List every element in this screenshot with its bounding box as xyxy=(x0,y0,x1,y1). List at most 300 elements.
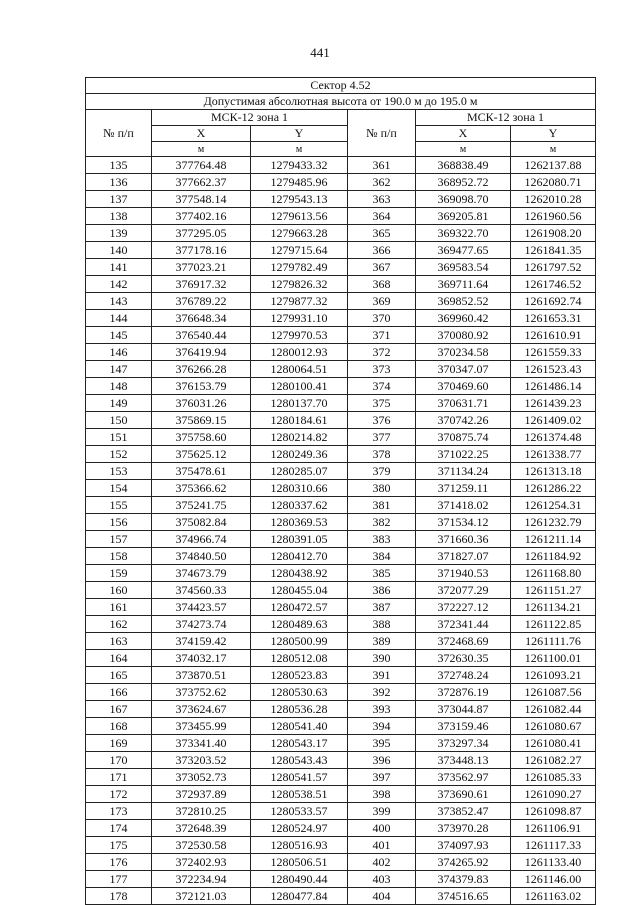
x-right: 371827.07 xyxy=(416,548,511,565)
point-number-right: 381 xyxy=(348,497,416,514)
table-row xyxy=(86,786,596,803)
x-right: 369205.81 xyxy=(416,208,511,225)
y-left: 1280543.17 xyxy=(251,735,348,752)
x-left: 377548.14 xyxy=(152,191,251,208)
y-right: 1262010.28 xyxy=(511,191,596,208)
y-right: 1262137.88 xyxy=(511,157,596,174)
point-number-left: 158 xyxy=(86,548,152,565)
x-right: 371534.12 xyxy=(416,514,511,531)
y-left: 1280100.41 xyxy=(251,378,348,395)
y-right: 1261254.31 xyxy=(511,497,596,514)
x-right: 372341.44 xyxy=(416,616,511,633)
point-number-right: 366 xyxy=(348,242,416,259)
x-left: 376789.22 xyxy=(152,293,251,310)
y-left: 1280472.57 xyxy=(251,599,348,616)
y-header-left: Y xyxy=(251,126,348,142)
x-right: 372227.12 xyxy=(416,599,511,616)
x-right: 372077.29 xyxy=(416,582,511,599)
x-right: 370080.92 xyxy=(416,327,511,344)
table-row xyxy=(86,446,596,463)
y-right: 1261111.76 xyxy=(511,633,596,650)
unit-y-right: м xyxy=(511,142,596,157)
unit-x-right: м xyxy=(416,142,511,157)
table-row xyxy=(86,174,596,191)
y-right: 1261559.33 xyxy=(511,344,596,361)
y-left: 1280524.97 xyxy=(251,820,348,837)
point-number-right: 377 xyxy=(348,429,416,446)
x-right: 370631.71 xyxy=(416,395,511,412)
table-row xyxy=(86,769,596,786)
y-right: 1261797.52 xyxy=(511,259,596,276)
table-row xyxy=(86,871,596,888)
num-header-right: № п/п xyxy=(348,110,416,157)
x-right: 374265.92 xyxy=(416,854,511,871)
table-row xyxy=(86,565,596,582)
table-row xyxy=(86,191,596,208)
point-number-right: 382 xyxy=(348,514,416,531)
y-left: 1279931.10 xyxy=(251,310,348,327)
point-number-left: 136 xyxy=(86,174,152,191)
point-number-right: 384 xyxy=(348,548,416,565)
table-row xyxy=(86,225,596,242)
x-header-left: X xyxy=(152,126,251,142)
y-right: 1262080.71 xyxy=(511,174,596,191)
unit-x-left: м xyxy=(152,142,251,157)
table-row xyxy=(86,242,596,259)
table-row xyxy=(86,497,596,514)
x-left: 374423.57 xyxy=(152,599,251,616)
x-right: 371022.25 xyxy=(416,446,511,463)
table-row xyxy=(86,633,596,650)
unit-y-left: м xyxy=(251,142,348,157)
x-right: 369583.54 xyxy=(416,259,511,276)
point-number-right: 387 xyxy=(348,599,416,616)
point-number-right: 369 xyxy=(348,293,416,310)
x-left: 374273.74 xyxy=(152,616,251,633)
point-number-left: 178 xyxy=(86,888,152,905)
y-left: 1280391.05 xyxy=(251,531,348,548)
x-left: 374560.33 xyxy=(152,582,251,599)
point-number-left: 160 xyxy=(86,582,152,599)
point-number-left: 150 xyxy=(86,412,152,429)
point-number-left: 163 xyxy=(86,633,152,650)
x-left: 372121.03 xyxy=(152,888,251,905)
table-row xyxy=(86,735,596,752)
y-right: 1261211.14 xyxy=(511,531,596,548)
point-number-left: 152 xyxy=(86,446,152,463)
table-row xyxy=(86,412,596,429)
point-number-left: 170 xyxy=(86,752,152,769)
point-number-left: 137 xyxy=(86,191,152,208)
y-right: 1261409.02 xyxy=(511,412,596,429)
table-row xyxy=(86,463,596,480)
x-left: 373455.99 xyxy=(152,718,251,735)
zone-header-left: МСК-12 зона 1 xyxy=(152,110,348,126)
table-row xyxy=(86,854,596,871)
point-number-right: 402 xyxy=(348,854,416,871)
point-number-left: 154 xyxy=(86,480,152,497)
point-number-left: 159 xyxy=(86,565,152,582)
page-number: 441 xyxy=(310,45,330,60)
point-number-left: 142 xyxy=(86,276,152,293)
point-number-right: 403 xyxy=(348,871,416,888)
x-left: 372937.89 xyxy=(152,786,251,803)
x-right: 373562.97 xyxy=(416,769,511,786)
sector-title: Сектор 4.52 xyxy=(86,78,596,94)
point-number-left: 147 xyxy=(86,361,152,378)
y-left: 1280369.53 xyxy=(251,514,348,531)
x-right: 370875.74 xyxy=(416,429,511,446)
table-row xyxy=(86,548,596,565)
y-right: 1261146.00 xyxy=(511,871,596,888)
y-left: 1280512.08 xyxy=(251,650,348,667)
point-number-left: 176 xyxy=(86,854,152,871)
x-left: 374966.74 xyxy=(152,531,251,548)
y-right: 1261134.21 xyxy=(511,599,596,616)
table-row xyxy=(86,701,596,718)
y-right: 1261122.85 xyxy=(511,616,596,633)
x-right: 371660.36 xyxy=(416,531,511,548)
x-left: 374673.79 xyxy=(152,565,251,582)
x-right: 374516.65 xyxy=(416,888,511,905)
y-left: 1280310.66 xyxy=(251,480,348,497)
point-number-right: 363 xyxy=(348,191,416,208)
x-left: 374159.42 xyxy=(152,633,251,650)
x-right: 373044.87 xyxy=(416,701,511,718)
table-row xyxy=(86,157,596,174)
y-right: 1261080.41 xyxy=(511,735,596,752)
y-left: 1280489.63 xyxy=(251,616,348,633)
y-right: 1261082.44 xyxy=(511,701,596,718)
table-row xyxy=(86,395,596,412)
x-right: 371259.11 xyxy=(416,480,511,497)
y-right: 1261313.18 xyxy=(511,463,596,480)
y-left: 1279715.64 xyxy=(251,242,348,259)
x-left: 373052.73 xyxy=(152,769,251,786)
y-left: 1280438.92 xyxy=(251,565,348,582)
y-left: 1280412.70 xyxy=(251,548,348,565)
table-row xyxy=(86,276,596,293)
y-left: 1280523.83 xyxy=(251,667,348,684)
x-left: 376648.34 xyxy=(152,310,251,327)
y-right: 1261908.20 xyxy=(511,225,596,242)
point-number-left: 153 xyxy=(86,463,152,480)
x-left: 372810.25 xyxy=(152,803,251,820)
point-number-left: 168 xyxy=(86,718,152,735)
point-number-left: 145 xyxy=(86,327,152,344)
x-right: 370347.07 xyxy=(416,361,511,378)
x-left: 377662.37 xyxy=(152,174,251,191)
y-left: 1279826.32 xyxy=(251,276,348,293)
table-row xyxy=(86,667,596,684)
table-row xyxy=(86,752,596,769)
y-right: 1261653.31 xyxy=(511,310,596,327)
point-number-left: 143 xyxy=(86,293,152,310)
y-left: 1280516.93 xyxy=(251,837,348,854)
point-number-right: 392 xyxy=(348,684,416,701)
point-number-left: 161 xyxy=(86,599,152,616)
x-right: 370234.58 xyxy=(416,344,511,361)
y-right: 1261117.33 xyxy=(511,837,596,854)
point-number-left: 155 xyxy=(86,497,152,514)
x-right: 372630.35 xyxy=(416,650,511,667)
x-left: 372402.93 xyxy=(152,854,251,871)
x-header-right: X xyxy=(416,126,511,142)
y-right: 1261692.74 xyxy=(511,293,596,310)
table-row xyxy=(86,888,596,905)
table-row xyxy=(86,293,596,310)
x-right: 374097.93 xyxy=(416,837,511,854)
x-right: 373970.28 xyxy=(416,820,511,837)
point-number-left: 173 xyxy=(86,803,152,820)
point-number-right: 388 xyxy=(348,616,416,633)
point-number-right: 371 xyxy=(348,327,416,344)
y-right: 1261085.33 xyxy=(511,769,596,786)
x-right: 368952.72 xyxy=(416,174,511,191)
x-left: 377295.05 xyxy=(152,225,251,242)
x-right: 369711.64 xyxy=(416,276,511,293)
point-number-right: 400 xyxy=(348,820,416,837)
table-row xyxy=(86,480,596,497)
x-right: 372876.19 xyxy=(416,684,511,701)
x-left: 372234.94 xyxy=(152,871,251,888)
y-header-right: Y xyxy=(511,126,596,142)
point-number-left: 162 xyxy=(86,616,152,633)
x-right: 369477.65 xyxy=(416,242,511,259)
point-number-right: 368 xyxy=(348,276,416,293)
y-right: 1261106.91 xyxy=(511,820,596,837)
point-number-left: 140 xyxy=(86,242,152,259)
y-right: 1261232.79 xyxy=(511,514,596,531)
x-right: 373448.13 xyxy=(416,752,511,769)
x-left: 377023.21 xyxy=(152,259,251,276)
x-left: 375478.61 xyxy=(152,463,251,480)
y-right: 1261841.35 xyxy=(511,242,596,259)
point-number-left: 177 xyxy=(86,871,152,888)
point-number-right: 364 xyxy=(348,208,416,225)
x-left: 376266.28 xyxy=(152,361,251,378)
point-number-right: 389 xyxy=(348,633,416,650)
point-number-right: 391 xyxy=(348,667,416,684)
y-right: 1261338.77 xyxy=(511,446,596,463)
y-left: 1280541.40 xyxy=(251,718,348,735)
point-number-right: 380 xyxy=(348,480,416,497)
y-right: 1261486.14 xyxy=(511,378,596,395)
x-right: 371418.02 xyxy=(416,497,511,514)
coordinates-table xyxy=(85,77,596,905)
y-left: 1279663.28 xyxy=(251,225,348,242)
point-number-right: 370 xyxy=(348,310,416,327)
y-right: 1261163.02 xyxy=(511,888,596,905)
table-row xyxy=(86,684,596,701)
point-number-right: 367 xyxy=(348,259,416,276)
zone-header-right: МСК-12 зона 1 xyxy=(416,110,596,126)
point-number-left: 156 xyxy=(86,514,152,531)
y-right: 1261082.27 xyxy=(511,752,596,769)
point-number-right: 385 xyxy=(348,565,416,582)
point-number-right: 394 xyxy=(348,718,416,735)
point-number-left: 138 xyxy=(86,208,152,225)
y-right: 1261100.01 xyxy=(511,650,596,667)
y-left: 1280538.51 xyxy=(251,786,348,803)
x-left: 373870.51 xyxy=(152,667,251,684)
point-number-right: 378 xyxy=(348,446,416,463)
y-left: 1280543.43 xyxy=(251,752,348,769)
y-right: 1261523.43 xyxy=(511,361,596,378)
point-number-right: 395 xyxy=(348,735,416,752)
x-left: 375758.60 xyxy=(152,429,251,446)
table-row xyxy=(86,582,596,599)
table-row xyxy=(86,531,596,548)
point-number-left: 174 xyxy=(86,820,152,837)
y-left: 1280500.99 xyxy=(251,633,348,650)
x-left: 376917.32 xyxy=(152,276,251,293)
table-row xyxy=(86,514,596,531)
x-right: 373297.34 xyxy=(416,735,511,752)
table-row xyxy=(86,361,596,378)
y-right: 1261098.87 xyxy=(511,803,596,820)
point-number-right: 404 xyxy=(348,888,416,905)
point-number-right: 362 xyxy=(348,174,416,191)
x-right: 371940.53 xyxy=(416,565,511,582)
y-right: 1261184.92 xyxy=(511,548,596,565)
x-right: 369098.70 xyxy=(416,191,511,208)
x-right: 374379.83 xyxy=(416,871,511,888)
y-right: 1261093.21 xyxy=(511,667,596,684)
y-left: 1280249.36 xyxy=(251,446,348,463)
num-header-left: № п/п xyxy=(86,110,152,157)
y-left: 1280285.07 xyxy=(251,463,348,480)
table-row xyxy=(86,837,596,854)
y-left: 1280064.51 xyxy=(251,361,348,378)
point-number-right: 398 xyxy=(348,786,416,803)
x-left: 375625.12 xyxy=(152,446,251,463)
x-left: 372530.58 xyxy=(152,837,251,854)
point-number-left: 171 xyxy=(86,769,152,786)
point-number-right: 376 xyxy=(348,412,416,429)
x-right: 372748.24 xyxy=(416,667,511,684)
x-right: 371134.24 xyxy=(416,463,511,480)
y-right: 1261439.23 xyxy=(511,395,596,412)
point-number-left: 157 xyxy=(86,531,152,548)
point-number-left: 175 xyxy=(86,837,152,854)
point-number-right: 361 xyxy=(348,157,416,174)
point-number-right: 365 xyxy=(348,225,416,242)
point-number-right: 383 xyxy=(348,531,416,548)
point-number-left: 172 xyxy=(86,786,152,803)
x-left: 376540.44 xyxy=(152,327,251,344)
y-left: 1280533.57 xyxy=(251,803,348,820)
table-row xyxy=(86,650,596,667)
x-left: 374840.50 xyxy=(152,548,251,565)
point-number-left: 144 xyxy=(86,310,152,327)
point-number-left: 166 xyxy=(86,684,152,701)
x-left: 376419.94 xyxy=(152,344,251,361)
x-right: 373159.46 xyxy=(416,718,511,735)
x-left: 373203.52 xyxy=(152,752,251,769)
y-right: 1261087.56 xyxy=(511,684,596,701)
y-right: 1261286.22 xyxy=(511,480,596,497)
x-left: 375366.62 xyxy=(152,480,251,497)
x-left: 377764.48 xyxy=(152,157,251,174)
y-left: 1280012.93 xyxy=(251,344,348,361)
point-number-left: 164 xyxy=(86,650,152,667)
point-number-right: 397 xyxy=(348,769,416,786)
y-left: 1280455.04 xyxy=(251,582,348,599)
point-number-left: 169 xyxy=(86,735,152,752)
point-number-right: 386 xyxy=(348,582,416,599)
x-left: 377402.16 xyxy=(152,208,251,225)
x-left: 376153.79 xyxy=(152,378,251,395)
y-right: 1261746.52 xyxy=(511,276,596,293)
point-number-right: 399 xyxy=(348,803,416,820)
table-row xyxy=(86,718,596,735)
x-left: 372648.39 xyxy=(152,820,251,837)
x-left: 376031.26 xyxy=(152,395,251,412)
y-left: 1280137.70 xyxy=(251,395,348,412)
point-number-right: 393 xyxy=(348,701,416,718)
point-number-right: 396 xyxy=(348,752,416,769)
x-right: 369960.42 xyxy=(416,310,511,327)
table-row xyxy=(86,327,596,344)
x-left: 373341.40 xyxy=(152,735,251,752)
y-left: 1280214.82 xyxy=(251,429,348,446)
point-number-left: 149 xyxy=(86,395,152,412)
point-number-right: 372 xyxy=(348,344,416,361)
x-right: 372468.69 xyxy=(416,633,511,650)
height-range: Допустимая абсолютная высота от 190.0 м до 195.0 м xyxy=(86,94,596,110)
y-left: 1279877.32 xyxy=(251,293,348,310)
table-row xyxy=(86,820,596,837)
y-left: 1280536.28 xyxy=(251,701,348,718)
table-row xyxy=(86,616,596,633)
y-right: 1261133.40 xyxy=(511,854,596,871)
x-right: 370742.26 xyxy=(416,412,511,429)
y-right: 1261610.91 xyxy=(511,327,596,344)
y-left: 1279485.96 xyxy=(251,174,348,191)
point-number-right: 373 xyxy=(348,361,416,378)
x-left: 377178.16 xyxy=(152,242,251,259)
x-left: 373752.62 xyxy=(152,684,251,701)
y-left: 1279613.56 xyxy=(251,208,348,225)
table-row xyxy=(86,429,596,446)
point-number-left: 148 xyxy=(86,378,152,395)
table-row xyxy=(86,310,596,327)
y-left: 1280541.57 xyxy=(251,769,348,786)
y-right: 1261151.27 xyxy=(511,582,596,599)
y-left: 1280184.61 xyxy=(251,412,348,429)
y-left: 1279782.49 xyxy=(251,259,348,276)
x-right: 368838.49 xyxy=(416,157,511,174)
x-left: 375241.75 xyxy=(152,497,251,514)
y-left: 1279543.13 xyxy=(251,191,348,208)
x-right: 369322.70 xyxy=(416,225,511,242)
y-left: 1280477.84 xyxy=(251,888,348,905)
x-right: 373852.47 xyxy=(416,803,511,820)
y-right: 1261168.80 xyxy=(511,565,596,582)
point-number-left: 165 xyxy=(86,667,152,684)
x-left: 375082.84 xyxy=(152,514,251,531)
point-number-right: 390 xyxy=(348,650,416,667)
point-number-right: 375 xyxy=(348,395,416,412)
x-right: 369852.52 xyxy=(416,293,511,310)
table-row xyxy=(86,378,596,395)
y-left: 1279970.53 xyxy=(251,327,348,344)
point-number-right: 374 xyxy=(348,378,416,395)
y-left: 1280530.63 xyxy=(251,684,348,701)
y-right: 1261080.67 xyxy=(511,718,596,735)
y-left: 1279433.32 xyxy=(251,157,348,174)
